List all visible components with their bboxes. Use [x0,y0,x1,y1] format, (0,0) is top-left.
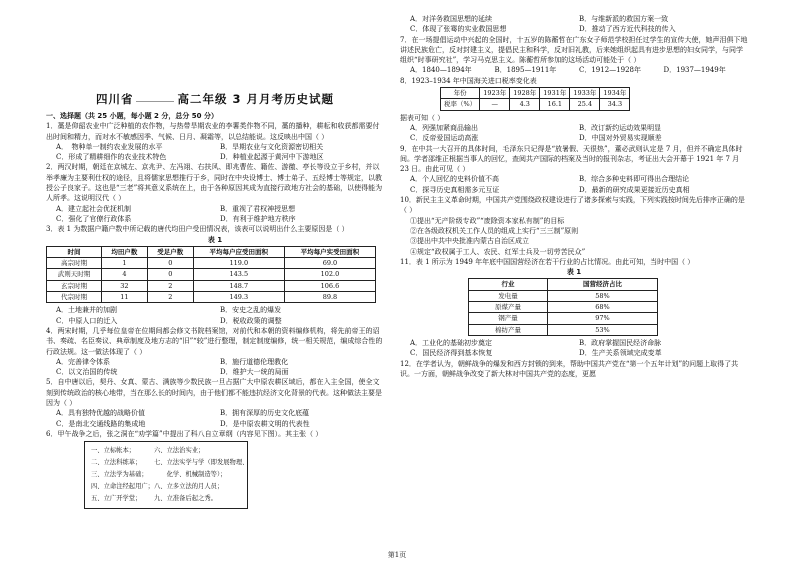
table-header-cell: 国营经济占比 [547,279,657,290]
question-stem: 5．自中唐以后，契丹、女真、蒙古、满族等少数民族一旦占据广大中原农耕区域后，都在入主全国，使全文刻到传统政治的核心地带，当在那么长的时间内，由于他们都不能违抗经济文化背景的代表。这种做法主要是因为（ ） [46,378,382,408]
table-cell: 代宗时期 [47,292,102,303]
section-heading: 一、选择题（共 25 小题，每小题 2 分，总分 50 分） [46,112,218,120]
answer-option: ③提出中共中央批准内蒙古自治区成立 [410,237,529,246]
question-stem: 6．甲午战争之后，张之洞在“劝学篇”中提出了科八自立章纲（内容见下图）。其主张（ ） [46,429,323,438]
answer-option: C．形成了精耕细作的农业技术特色 [56,153,167,162]
table-cell: 高宗时期 [47,258,102,269]
table-cell: 68% [547,302,657,313]
table-header-cell: 时间 [47,246,102,257]
answer-option: C．中原人口的迁入 [56,316,118,325]
table-row [47,292,376,303]
question-stem: 9．在中共一大召开的具体时间，毛泽东只记得是“放暑假、天很热”，董必武则认定是 7 月，但并不确定具体时间。学者邵维正根据当事人的回忆，查阅共产国际的档案及当时的报刊杂志，考证出大会开幕于 1921 年 7 月 23 日。由此可见（ ） [400,144,743,174]
table-row [469,290,658,301]
question-group [46,305,384,439]
right-column [400,14,748,379]
answer-option: B．重视了君权神授思想 [220,204,296,213]
answer-option: C．是南北交通线路的集成地 [56,419,146,428]
table-cell: 0 [147,269,193,280]
answer-option: D．中国对外贸易实现顺差 [579,134,662,143]
answer-options [400,338,748,359]
answer-options [400,174,748,195]
table-cell: 102.0 [284,269,375,280]
answer-options [46,357,384,378]
question-group [46,121,384,234]
answer-option: ②在各级政权机关工作人员的组成上实行“三三制”原则 [410,226,579,235]
table-cell: 4 [101,269,147,280]
table-cell: 58% [547,290,657,301]
answer-option: A．完善律令体系 [56,357,111,366]
table-cell: 2 [147,292,193,303]
question-stem: 11．表 1 所示为 1949 年年底中国国营经济在若干行业的占比情况。由此可知，当时中国（ ） [400,257,695,266]
table-cell: 0 [147,258,193,269]
box-item: 七、立法实学与学（即发展物理、 [153,459,249,467]
table-header-cell: 行业 [469,279,548,290]
table-row [47,258,376,269]
answer-option: B．政府掌握国民经济命脉 [579,338,662,347]
exam-title-prefix: 四川省 [95,92,134,106]
answer-options [46,142,384,163]
question-stem: 1．藁是仰韶农业中广泛种植的农作物，与热带旱期农业的李薯类作物不同，藁的播种，耕耘和收获都需要付出时间和精力，而对水不敏感因季、气候、日月、凝霜等，以总结能说。这反映出中国（ ） [46,122,380,141]
answer-option: C．探寻历史真相需多元互证 [410,185,500,194]
state-economy-table [468,278,658,335]
table-header-cell: 年份 [441,88,480,99]
answer-option: C．国民经济得到基本恢复 [410,349,493,358]
question-stem: 8．1923–1934 年中国海关进口税率变化表 [400,76,537,85]
page-number: 第1页 [387,551,407,559]
table-row [441,99,630,110]
table-cell: 棉纺产量 [469,324,548,335]
exam-title-suffix: 高二年级 3 月月考历史试题 [177,92,334,106]
answer-option: A．个人回忆的史料价值不高 [410,175,500,184]
table-cell: 53% [547,324,657,335]
table-cell: 89.8 [284,292,375,303]
question-group [400,338,748,379]
table-row [469,302,658,313]
redacted-school-name [136,97,174,102]
table-cell: 原煤产量 [469,302,548,313]
table-row [47,280,376,291]
box-item: 二、立法科练革； [91,459,142,467]
box-item: 三、立法学为基础； [91,471,148,479]
table-cell: 玄宗时期 [47,280,102,291]
answer-option: ①提出“无产阶级专政”“废除资本家私有制”的目标 [410,216,565,225]
table-header-row [441,88,630,99]
answer-option: D．生产关系领域完成变革 [579,349,662,358]
answer-option: B．施行道德伦理教化 [220,357,289,366]
table-caption: 表 1 [566,268,582,277]
table-header-row [469,279,658,290]
answer-option: A．1840—1894年 [410,66,472,75]
box-item: 八、立多立法的月人员； [153,483,224,491]
answer-option: D．1937—1949年 [663,66,726,75]
answer-option: D．税收政策的调整 [220,316,282,325]
answer-option: D．最新的研究成果更接近历史真相 [579,185,690,194]
table-cell: 119.0 [193,258,284,269]
table-header-cell: 1934年 [600,88,630,99]
question-group [400,113,748,267]
question-stem: 据表可知（ ） [400,113,445,122]
question-stem: 3．表 1 为数据户籍户数中所记载的唐代均田户受田情况表，该表可以说明出什么主要原因是（ ） [46,225,349,234]
answer-option: B．改订新约运动效果明显 [579,123,662,132]
box-item: 五、立广开学堂； [91,495,142,503]
answer-option: C．反帝爱国运动高涨 [410,134,479,143]
table-header-cell: 1928年 [510,88,540,99]
table-cell: 106.6 [284,280,375,291]
table-header-cell: 受足户数 [147,246,193,257]
table-cell: 69.0 [284,258,375,269]
table-header-cell: 1923年 [480,88,510,99]
box-item: 六、立法治实业； [153,447,205,455]
answer-option: C．强化了官僚行政体系 [56,214,132,223]
question-stem: 7．在一场提倡运动中兴起的全国时，十五岁的陈蘅哲在广东女子师范学校担任过学生的宣传大使，她声泪俱下地讲述民族危亡，反对封建主义，提倡民主和科学，反对旧礼教，后来她组织起具有进步思想的妇女同学，与同学组织“时事研究社”，学习马克思主义。陈蘅哲所参加的这场活动可能处于（ ） [400,35,748,65]
answer-option: A．列强加紧商品输出 [410,123,479,132]
answer-option: B．安史之乱的爆发 [220,306,282,315]
table-cell: 34.3 [600,99,630,110]
box-item: 化学、机械制造等）； [153,471,227,479]
box-item: 一、立标帐本； [91,447,136,455]
answer-option: C．1912—1928年 [579,66,641,75]
answer-option: A．对洋务救国思想的延续 [410,15,493,23]
question-stem: 4．两宋时期，几乎每位皇帝在位期间都会修文书院档案馆，对前代和本朝的资料编修机构，将先前帝王的诏书、奏疏、名臣奏议、典章制度及地方志的“旧”“较”进行整理，制定制度编修，统一相关规范，编成综合性的行政法规。这一做法体现了（ ） [46,326,383,356]
table-header-row [47,246,376,257]
table-cell: 25.4 [570,99,600,110]
table-cell: 149.3 [193,292,284,303]
table-header-cell: 平均每户应受田面积 [193,246,284,257]
question-stem: 12．在学者认为，朝鲜战争的爆发和西方封锁的到来，帮助中国共产党在“第一个五年计划”的问题上取得了共识。一方面，朝鲜战争改变了新大林对中国共产党的态度，更愿 [400,359,739,378]
table-cell: 32 [101,280,147,291]
table-header-cell: 均田户数 [101,246,147,257]
answer-options [400,123,748,144]
table-cell: 16.1 [540,99,570,110]
left-column [46,14,384,509]
answer-option: B．与维新派的救国方案一致 [579,15,669,23]
answer-option: ④规定“政权属于工人、农民、红军士兵及一切劳苦民众” [410,247,586,256]
answer-option: A．土地兼并的加剧 [56,306,118,315]
answer-option: B．拥有深厚的历史文化底蕴 [220,409,310,418]
answer-option: C．体现了张骞的实业救国思想 [410,25,507,34]
zhang-zhidong-box [84,441,248,509]
tariff-table [440,87,630,111]
table-cell: 4.3 [510,99,540,110]
table-cell: 武则天时期 [47,269,102,280]
answer-option: B．旱期农业与文化资源密切相关 [220,142,324,151]
answer-option: A．工业化的基础初步奠定 [410,338,493,347]
table-cell: — [480,99,510,110]
table-cell: 发电量 [469,290,548,301]
table-cell: 1 [101,258,147,269]
table-cell: 143.5 [193,269,284,280]
table-row [47,269,376,280]
question-stem: 2．两汉时期，朝廷在京城左、京兆尹、左冯翊、右扶风、即兆曹佐、籍佐、游徼、亭长等设立于乡村，并以举孝廉为主要利仕权的途径，且将儒家思想推行于乡，同时在中央设博士、博士弟子、五经博士等规定，以教授公子良家子。这也是“三老”将其意义系统在上，由于各种原因其成为直接行政地方社会的基础，以使得能为人所孝。这说明汉代（ ） [46,163,383,203]
table-row [469,313,658,324]
answer-option: D．维护大一统的局面 [220,368,289,377]
answer-options [46,204,384,225]
table-row [469,324,658,335]
answer-options [400,216,748,257]
table-cell: 97% [547,313,657,324]
answer-option: A．建立起社会优抚机制 [56,204,132,213]
exam-title [46,92,384,107]
answer-options [400,14,748,35]
answer-option: A． 物种单一制约农业发展的水平 [56,142,163,151]
table-cell: 11 [101,292,147,303]
table-header-cell: 平均每户实受田面积 [284,246,375,257]
table-cell: 钢产量 [469,313,548,324]
table-caption: 表 1 [207,235,223,244]
table-header-cell: 1933年 [570,88,600,99]
answer-option: B．1895—1911年 [494,66,557,75]
answer-option: D．推动了西方近代科技的传入 [579,25,676,34]
box-item: 四、立命注经起用广； [91,483,154,491]
land-table [46,246,376,303]
table-header-cell: 1931年 [540,88,570,99]
answer-option: D．种植业起源于黄河中下游地区 [220,153,324,162]
answer-options [400,65,748,75]
box-item: 九、立准备后起之秀。 [153,495,217,503]
answer-option: D．有利于维护地方秩序 [220,214,296,223]
answer-option: D．是中原农耕文明的代表性 [220,419,310,428]
answer-option: B．综合多种史料即可得出合理结论 [579,175,690,184]
answer-option: C．以文治国的传统 [56,368,118,377]
question-stem: 10．新民主主义革命时期，中国共产党围绕政权建设进行了诸多探索与实践，下列实践按时间先后排序正确的是（ ） [400,196,745,215]
table-cell: 2 [147,280,193,291]
table-cell: 148.7 [193,280,284,291]
answer-options [46,408,384,429]
question-group [400,14,748,86]
answer-option: A．具有独特优越的战略价值 [56,409,146,418]
table-cell: 税率（%） [441,99,480,110]
answer-options [46,305,384,326]
